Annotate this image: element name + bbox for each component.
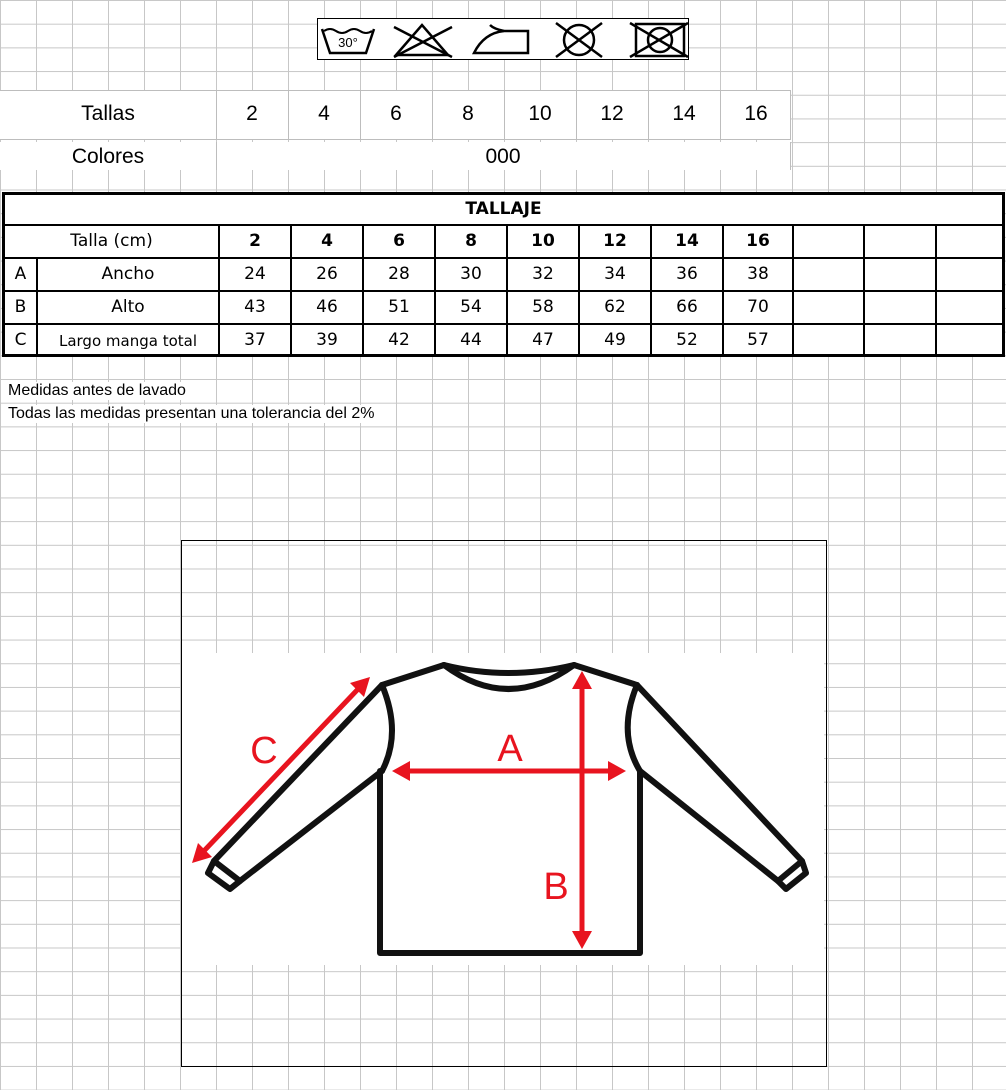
table-cell: 54 [460, 297, 482, 317]
table-size: 12 [603, 231, 627, 251]
care-symbols-bar [317, 18, 689, 60]
table-size: 4 [321, 231, 333, 251]
size-value: 16 [744, 102, 768, 125]
table-size: 10 [531, 231, 555, 251]
table-cell: 24 [244, 264, 266, 284]
table-cell: 44 [460, 330, 482, 350]
wash-temp-label: 30° [338, 35, 358, 50]
table-cell: 52 [676, 330, 698, 350]
size-value: 10 [528, 102, 552, 125]
colores-row [0, 142, 790, 170]
label-c: C [250, 730, 278, 772]
size-value: 12 [600, 102, 624, 125]
garment-diagram [182, 653, 824, 965]
label-a: A [497, 728, 523, 770]
table-cell: 28 [388, 264, 410, 284]
row-key: A [14, 264, 27, 284]
no-tumble-dry-icon [630, 23, 688, 57]
table-size: 2 [249, 231, 261, 251]
size-value: 14 [672, 102, 696, 125]
table-size: 16 [746, 231, 770, 251]
tallas-label: Tallas [81, 102, 135, 125]
row-name: Ancho [101, 264, 155, 284]
table-cell: 39 [316, 330, 338, 350]
size-value: 2 [246, 102, 258, 125]
table-cell: 47 [532, 330, 554, 350]
colores-value: 000 [485, 145, 521, 168]
table-cell: 62 [604, 297, 626, 317]
row-key: C [14, 330, 27, 350]
table-cell: 51 [388, 297, 410, 317]
table-cell: 42 [388, 330, 410, 350]
table-cell: 57 [747, 330, 769, 350]
table-cell: 38 [747, 264, 769, 284]
note-wash: Medidas antes de lavado [8, 382, 190, 400]
row-name: Largo manga total [58, 332, 197, 350]
no-dry-clean-icon [556, 23, 602, 57]
table-cell: 26 [316, 264, 338, 284]
table-cell: 46 [316, 297, 338, 317]
tallas-row [0, 90, 790, 140]
size-header: Talla (cm) [70, 231, 153, 251]
note-tolerance: Todas las medidas presentan una tolerancia del 2% [8, 405, 378, 423]
size-value: 6 [390, 102, 402, 125]
row-name: Alto [111, 297, 145, 317]
table-cell: 58 [532, 297, 554, 317]
label-b: B [543, 866, 569, 908]
table-size: 8 [465, 231, 477, 251]
table-cell: 70 [747, 297, 769, 317]
table-cell: 49 [604, 330, 626, 350]
table-title: TALLAJE [465, 199, 542, 219]
size-value: 4 [318, 102, 330, 125]
table-size: 6 [393, 231, 405, 251]
table-cell: 34 [604, 264, 626, 284]
table-size: 14 [675, 231, 699, 251]
table-cell: 37 [244, 330, 266, 350]
table-cell: 36 [676, 264, 698, 284]
table-cell: 30 [460, 264, 482, 284]
table-cell: 32 [532, 264, 554, 284]
wash-30-icon [322, 29, 374, 53]
iron-icon [474, 25, 528, 53]
colores-label: Colores [71, 145, 145, 168]
row-key: B [14, 297, 27, 317]
table-cell: 66 [676, 297, 698, 317]
no-bleach-icon [394, 25, 452, 57]
tallaje-table [2, 192, 1005, 357]
size-value: 8 [462, 102, 474, 125]
table-cell: 43 [244, 297, 266, 317]
